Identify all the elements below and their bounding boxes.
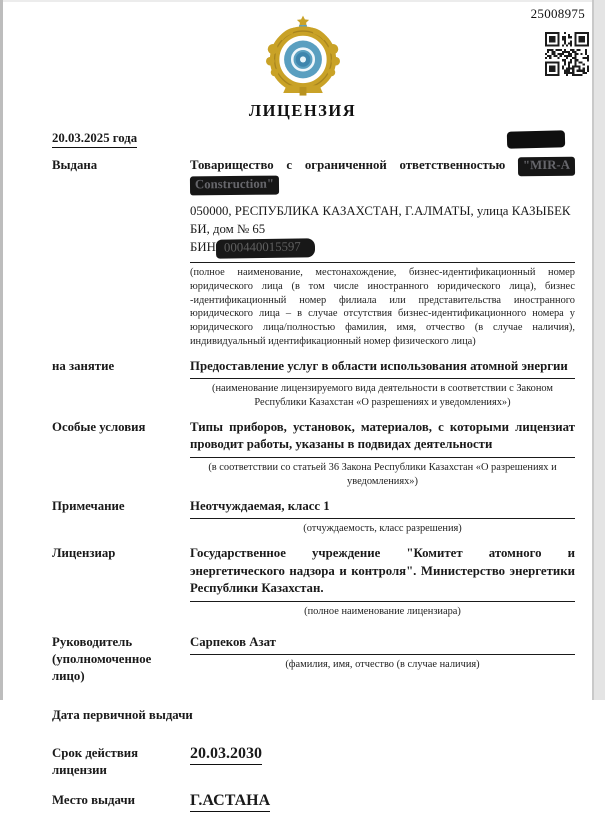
field-hint: (наименование лицензируемого вида деятельности в соответствии с Законом Республики Казахстан «О разрешениях и уведомлениях») (211, 383, 554, 409)
redacted-bin-number: 000440015597 (216, 238, 315, 258)
qr-code-icon (545, 32, 589, 76)
field-hint: (фамилия, имя, отчество (в случае наличия) (285, 659, 480, 671)
validity-value: 20.03.2030 (190, 745, 262, 765)
field-label: Место выдачи (52, 793, 135, 808)
issue-date: 20.03.2025 года (52, 131, 137, 148)
field-note (52, 498, 575, 536)
head-value: Сарпеков Азат (190, 634, 575, 656)
page-edge-top (3, 0, 592, 2)
field-hint: (полное наименование, местонахождение, бизнес-идентификационный номер юридического лица (в том числе иностранного юридического лица), бизнес -идентификационный номер филиала или представительства иностранного юридического лица – в случае отсутствия бизнес-идентификационного номера у юридического лица/полностью фамилия, имя, отчество (в случае наличия), индивидуальный идентификационный номер физического лица) (190, 262, 575, 348)
company-bin: БИН 000440015597 (190, 239, 575, 258)
field-label: Руководитель (уполномоченное лицо) (52, 634, 152, 684)
redacted-stamp (507, 130, 565, 149)
field-label: Выдана (52, 158, 98, 172)
field-hint: (в соответствии со статьей 36 Закона Республики Казахстан «О разрешениях и уведомлениях») (208, 462, 557, 487)
license-number: 25008975 (530, 6, 585, 21)
note-value: Неотчуждаемая, класс 1 (190, 498, 575, 520)
field-place-of-issue (52, 792, 575, 812)
field-validity (52, 745, 575, 780)
special-conditions-value: Типы приборов, установок, материалов, с которыми лицензиат проводит работы, указаны в подвидах деятельности (190, 419, 575, 458)
field-label: Лицензиар (52, 545, 116, 560)
field-label: Срок действия лицензии (52, 745, 139, 778)
licensor-value: Государственное учреждение "Комитет атомного и энергетического надзора и контроля". Министерство энергетики Республики Казахстан. (190, 545, 575, 602)
redacted-company-name-2: Construction" (190, 175, 279, 195)
field-label: на занятие (52, 358, 115, 373)
redacted-company-name-1: "MIR-A (518, 157, 575, 176)
field-activity (52, 358, 575, 410)
field-label: Дата первичной выдачи (52, 708, 193, 723)
document-title: ЛИЦЕНЗИЯ (248, 101, 357, 120)
document-body (52, 131, 575, 821)
field-hint: (полное наименование лицензиара) (304, 605, 461, 617)
place-of-issue-value: Г.АСТАНА (190, 792, 270, 812)
field-special-conditions (52, 419, 575, 489)
field-hint: (отчуждаемость, класс разрешения) (303, 523, 462, 535)
field-label: Примечание (52, 498, 125, 513)
field-head (52, 634, 575, 686)
activity-value: Предоставление услуг в области использования атомной энергии (190, 358, 575, 380)
field-issued-to (52, 157, 575, 349)
field-label: Особые условия (52, 419, 146, 434)
date-row (52, 131, 575, 148)
field-licensor (52, 545, 575, 619)
field-first-issue-date (52, 707, 575, 724)
kazakhstan-emblem-icon (260, 14, 346, 98)
company-address: 050000, РЕСПУБЛИКА КАЗАХСТАН, Г.АЛМАТЫ, улица КАЗЫБЕК БИ, дом № 65 (190, 204, 571, 236)
company-name: Товарищество с ограниченной ответственностью "MIR-A Construction" (190, 157, 575, 194)
